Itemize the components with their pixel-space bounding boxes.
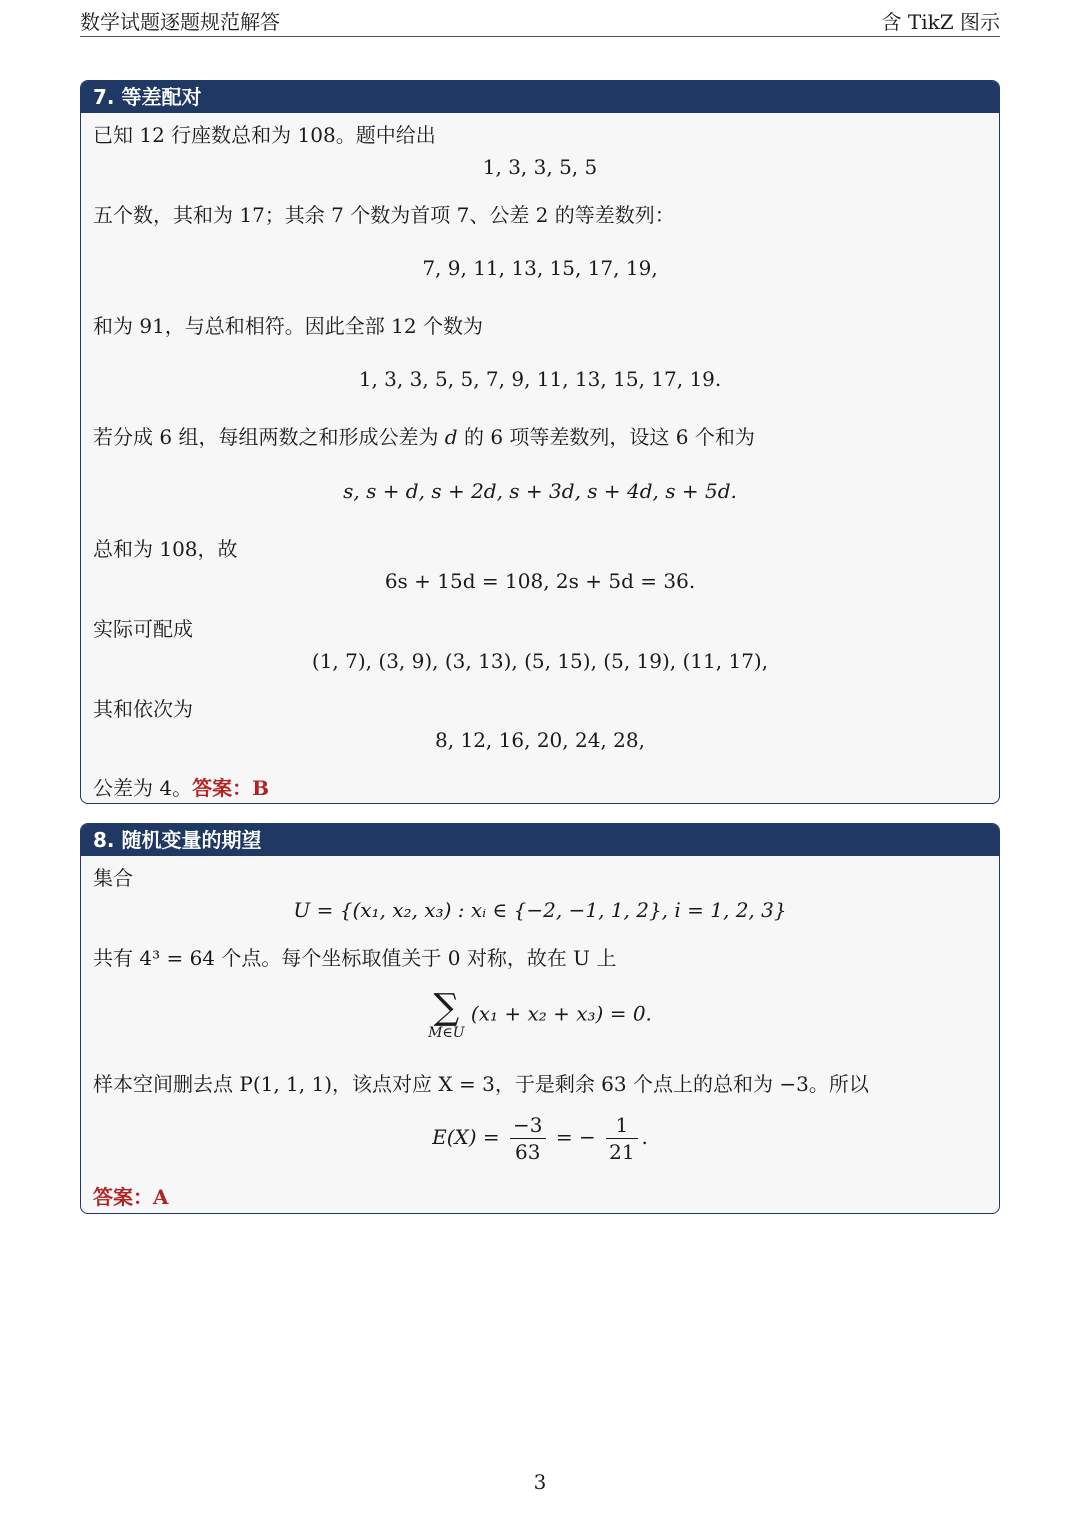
p7-eq-4 [81,479,999,503]
fraction-2 [606,1112,637,1165]
expectation-end: . [641,1125,648,1149]
problem-7-title: 7. 等差配对 [81,81,999,113]
fraction-1 [510,1112,545,1165]
p7-line-7: 其和依次为 [93,697,193,721]
p7-answer: 答案：B [192,776,269,800]
problem-7-box [80,80,1000,804]
p7-var-d: d [444,425,458,449]
expectation-mid: = − [555,1125,596,1149]
fraction-2-numerator: 1 [606,1112,637,1139]
problem-8-body [81,856,999,1213]
fraction-1-numerator: −3 [510,1112,545,1139]
p8-answer: 答案：A [93,1185,169,1209]
p7-line-2: 五个数，其和为 17；其余 7 个数为首项 7、公差 2 的等差数列： [93,203,675,227]
p8-eq-expectation [81,1112,999,1165]
p7-eq-4-text: s, s + d, s + 2d, s + 3d, s + 4d, s + 5d. [343,479,737,503]
header-subtitle: 含 TikZ 图示 [881,10,1000,34]
p7-line-6: 实际可配成 [93,617,193,641]
fraction-1-denominator: 63 [515,1140,541,1164]
p7-line-4a: 若分成 6 组，每组两数之和形成公差为 [93,425,445,449]
p7-line-4 [93,421,755,450]
page-header [80,0,1000,37]
p7-line-5: 总和为 108，故 [93,537,238,561]
problem-8-title: 8. 随机变量的期望 [81,824,999,856]
p8-eq-1 [81,898,999,922]
p8-line-3: 样本空间删去点 P(1, 1, 1)，该点对应 X = 3，于是剩余 63 个点上的总和为 −3。所以 [93,1072,869,1096]
expectation-lhs: E(X) = [432,1125,500,1149]
sum-body: (x₁ + x₂ + x₃) = 0. [470,1001,652,1026]
p7-line-1: 已知 12 行座数总和为 108。题中给出 [93,123,436,147]
p8-eq-1-text: U = {(x₁, x₂, x₃) : xᵢ ∈ {−2, −1, 1, 2}, i = 1, 2, 3} [293,898,787,922]
header-title: 数学试题逐题规范解答 [80,10,280,34]
p7-line-8-text: 公差为 4。 [93,776,193,800]
p7-eq-2: 7, 9, 11, 13, 15, 17, 19, [422,256,658,280]
p7-line-3: 和为 91，与总和相符。因此全部 12 个数为 [93,314,483,338]
p8-eq-sum [81,987,999,1041]
p7-line-4b: 的 6 项等差数列，设这 6 个和为 [457,425,755,449]
p7-eq-6: (1, 7), (3, 9), (3, 13), (5, 15), (5, 19), (11, 17), [311,649,769,673]
page-number: 3 [533,1470,547,1494]
p7-eq-5: 6s + 15d = 108, 2s + 5d = 36. [384,569,696,593]
p7-eq-1: 1, 3, 3, 5, 5 [482,155,598,179]
p7-eq-7: 8, 12, 16, 20, 24, 28, [435,728,645,752]
fraction-2-denominator: 21 [609,1140,635,1164]
sum-subscript: M∈U [428,1025,465,1041]
problem-7-body [81,113,999,803]
sum-symbol: ∑ [433,987,460,1028]
problem-8-box [80,823,1000,1214]
p8-answer-line [93,1181,169,1210]
p7-line-8 [93,772,269,801]
p8-line-1: 集合 [93,866,133,890]
p8-line-2: 共有 4³ = 64 个点。每个坐标取值关于 0 对称，故在 U 上 [93,946,617,970]
p7-eq-3: 1, 3, 3, 5, 5, 7, 9, 11, 13, 15, 17, 19. [358,367,722,391]
summation [428,987,465,1041]
